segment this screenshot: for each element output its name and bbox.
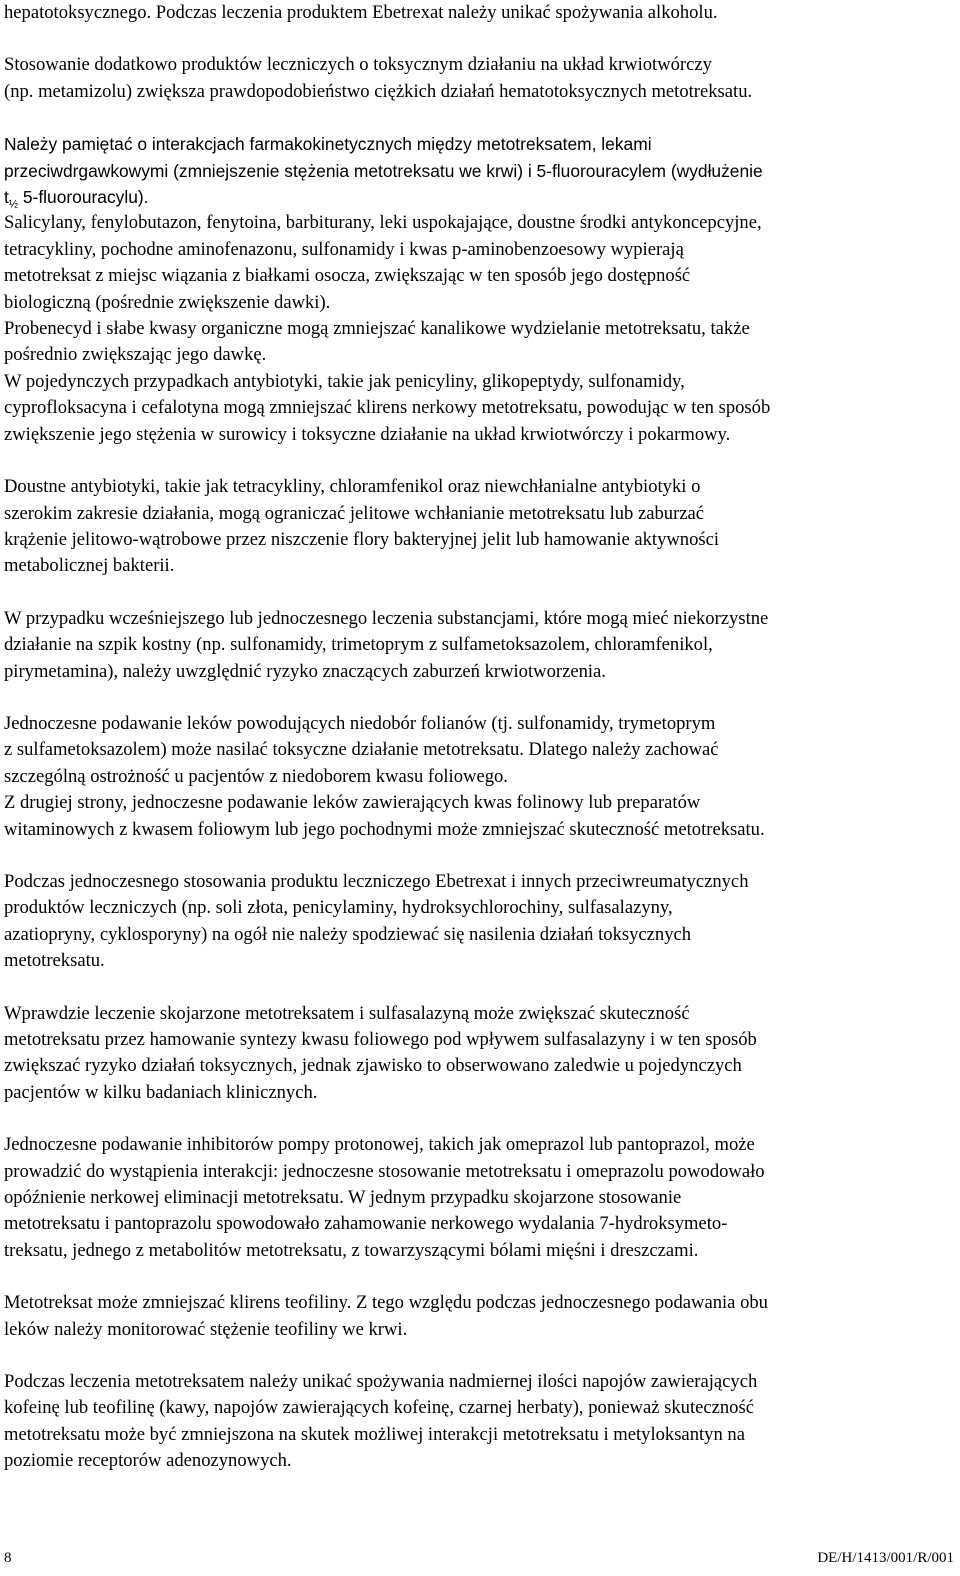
text-line: metotreksatu przez hamowanie syntezy kwasu foliowego pod wpływem sulfasalazyny i w ten sposób: [4, 1029, 757, 1050]
text-line: poziomie receptorów adenozynowych.: [4, 1450, 292, 1472]
paragraph-gap: [4, 1106, 952, 1132]
proton-pump-inhibitors-paragraph: [4, 1132, 952, 1264]
text-line: [4, 184, 952, 210]
text-line: z sulfametoksazolem) może nasilać toksyczne działanie metotreksatu. Dlatego należy zachować: [4, 739, 719, 761]
half-life-symbol: t: [4, 187, 9, 208]
text-line: szczególną ostrożność u pacjentów z niedoborem kwasu foliowego.: [4, 765, 508, 787]
text-line: metotreksatu może być zmniejszona na skutek możliwej interakcji metotreksatu i metyloksantyn na: [4, 1423, 745, 1445]
paragraph-gap: [4, 580, 952, 606]
caffeine-paragraph: [4, 1369, 952, 1475]
paragraph-gap: [4, 685, 952, 711]
text-line: Podczas jednoczesnego stosowania produktu leczniczego Ebetrexat i innych przeciwreumatycznych: [4, 870, 749, 892]
page-number: 8: [4, 1550, 12, 1566]
text-line: Podczas leczenia metotreksatem należy unikać spożywania nadmiernej ilości napojów zawierających: [4, 1371, 758, 1393]
pharmacokinetic-interactions-paragraph: [4, 131, 952, 210]
paragraph-gap: [4, 1264, 952, 1290]
text-line: Jednoczesne podawanie leków powodujących niedobór folianów (tj. sulfonamidy, trymetoprym: [4, 712, 716, 734]
salicylates-paragraph: [4, 210, 952, 448]
paragraph-gap: [4, 1343, 952, 1369]
theophylline-paragraph: [4, 1290, 952, 1343]
paragraph-gap: [4, 26, 952, 52]
text-span: 5-fluorouracylu).: [18, 187, 149, 208]
text-line: Metotreksat może zmniejszać klirens teofiliny. Z tego względu podczas jednoczesnego podawania obu: [4, 1292, 768, 1314]
text-line: W pojedynczych przypadkach antybiotyki, takie jak penicyliny, glikopeptydy, sulfonamidy,: [4, 370, 685, 392]
text-line: cyprofloksacyna i cefalotyna mogą zmniejszać klirens nerkowy metotreksatu, powodując w ten sposób: [4, 397, 771, 419]
oral-antibiotics-paragraph: [4, 474, 952, 580]
text-line: pirymetamina), należy uwzględnić ryzyko znaczących zaburzeń krwiotworzenia.: [4, 660, 606, 682]
text-line: Probenecyd i słabe kwasy organiczne mogą zmniejszać kanalikowe wydzielanie metotreksatu, także: [4, 318, 750, 340]
text-line: metabolicznej bakterii.: [4, 555, 175, 577]
half-life-subscript: ½: [8, 198, 19, 211]
paragraph-gap: [4, 843, 952, 869]
text-line: metotreksatu i pantoprazolu spowodowało zahamowanie nerkowego wydalania 7-hydroksymeto-: [4, 1213, 728, 1235]
text-line: Wprawdzie leczenie skojarzone metotreksatem i sulfasalazyną może zwiększać skuteczność: [4, 1002, 690, 1024]
text-line: działanie na szpik kostny (np. sulfonamidy, trimetoprym z sulfametoksazolem, chloramfenikol,: [4, 634, 713, 656]
text-line: metotreksat z miejsc wiązania z białkami osocza, zwiększając w ten sposób jego dostępność: [4, 265, 691, 287]
paragraph-gap: [4, 975, 952, 1001]
text-line: Stosowanie dodatkowo produktów leczniczych o toksycznym działaniu na układ krwiotwórczy: [4, 54, 712, 76]
folate-deficiency-paragraph: [4, 711, 952, 843]
sulfasalazine-paragraph: [4, 1001, 952, 1107]
text-line: pacjentów w kilku badaniach klinicznych.: [4, 1081, 318, 1103]
text-line: przeciwdrgawkowymi (zmniejszenie stężenia metotreksatu we krwi) i 5-fluorouracylem (wydłużenie: [4, 160, 763, 181]
document-page: [4, 0, 952, 1475]
document-reference: DE/H/1413/001/R/001: [817, 1550, 954, 1566]
text-line: Jednoczesne podawanie inhibitorów pompy protonowej, takich jak omeprazol lub pantoprazol, może: [4, 1134, 755, 1156]
text-line: witaminowych z kwasem foliowym lub jego pochodnymi może zmniejszać skuteczność metotreksatu.: [4, 818, 765, 840]
text-line: hepatotoksycznego. Podczas leczenia produktem Ebetrexat należy unikać spożywania alkoholu.: [4, 2, 718, 23]
text-line: szerokim zakresie działania, mogą ograniczać jelitowe wchłanianie metotreksatu lub zaburzać: [4, 502, 705, 524]
text-line: zwiększać ryzyko działań toksycznych, jednak zjawisko to obserwowano zaledwie u pojedynczych: [4, 1055, 742, 1077]
text-line: W przypadku wcześniejszego lub jednoczesnego leczenia substancjami, które mogą mieć niekorzystne: [4, 607, 769, 629]
text-line: tetracykliny, pochodne aminofenazonu, sulfonamidy i kwas p-aminobenzoesowy wypierają: [4, 238, 684, 260]
text-line: Salicylany, fenylobutazon, fenytoina, barbiturany, leki uspokajające, doustne środki antykoncepcyjne,: [4, 212, 762, 234]
text-line: azatiopryny, cyklosporyny) na ogół nie należy spodziewać się nasilenia działań toksycznych: [4, 923, 692, 945]
text-line: leków należy monitorować stężenie teofiliny we krwi.: [4, 1318, 408, 1340]
text-line: Doustne antybiotyki, takie jak tetracykliny, chloramfenikol oraz niewchłanialne antybiotyki o: [4, 476, 701, 498]
text-line: Z drugiej strony, jednoczesne podawanie leków zawierających kwas folinowy lub preparatów: [4, 792, 701, 814]
paragraph-gap: [4, 448, 952, 474]
text-line: kofeinę lub teofilinę (kawy, napojów zawierających kofeinę, czarnej herbaty), ponieważ skuteczność: [4, 1397, 754, 1419]
text-line: (np. metamizolu) zwiększa prawdopodobieństwo ciężkich działań hematotoksycznych metotreksatu.: [4, 80, 753, 102]
text-line: Należy pamiętać o interakcjach farmakokinetycznych między metotreksatem, lekami: [4, 134, 652, 155]
text-line: biologiczną (pośrednie zwiększenie dawki).: [4, 291, 331, 313]
text-line: produktów leczniczych (np. soli złota, penicylaminy, hydroksychlorochiny, sulfasalazyny,: [4, 897, 673, 919]
text-line: pośrednio zwiększając jego dawkę.: [4, 344, 267, 366]
text-line: zwiększenie jego stężenia w surowicy i toksyczne działanie na układ krwiotwórczy i pokarmowy.: [4, 423, 731, 445]
text-line: krążenie jelitowo-wątrobowe przez niszczenie flory bakteryjnej jelit lub hamowanie aktywności: [4, 528, 720, 550]
text-line: treksatu, jednego z metabolitów metotreksatu, z towarzyszącymi bólami mięśni i dreszczami.: [4, 1239, 699, 1261]
antirheumatic-paragraph: [4, 869, 952, 975]
text-line: prowadzić do wystąpienia interakcji: jednoczesne stosowanie metotreksatu i omeprazolu powodowało: [4, 1160, 765, 1182]
text-line: opóźnienie nerkowej eliminacji metotreksatu. W jednym przypadku skojarzone stosowanie: [4, 1187, 682, 1209]
text-line: metotreksatu.: [4, 950, 105, 972]
bone-marrow-paragraph: [4, 606, 952, 685]
